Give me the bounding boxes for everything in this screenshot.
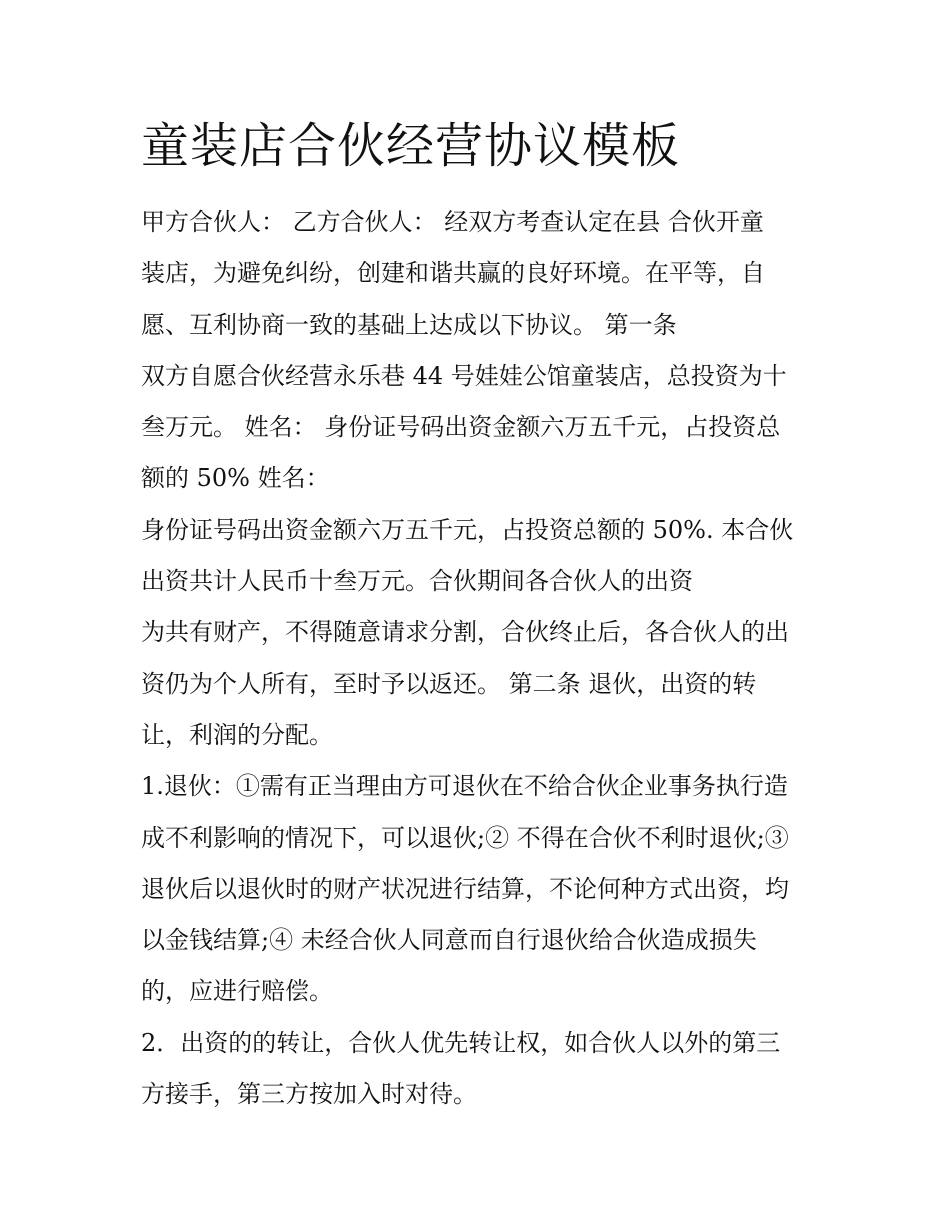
- document-body: [141, 197, 831, 1120]
- text-line: 叁万元。 姓名： 身份证号码出资金额六万五千元，占投资总: [141, 413, 781, 442]
- text-line: 成不利影响的情况下，可以退伙;② 不得在合伙不利时退伙;③: [141, 823, 789, 852]
- text-line: 双方自愿合伙经营永乐巷 44 号娃娃公馆童装店，总投资为十: [141, 361, 787, 390]
- text-line: 方接手，第三方按加入时对待。: [141, 1080, 477, 1109]
- text-line: 以金钱结算;④ 未经合伙人同意而自行退伙给合伙造成损失: [141, 926, 757, 955]
- text-line: 2．出资的的转让，合伙人优先转让权，如合伙人以外的第三: [141, 1028, 781, 1057]
- text-line: 的，应进行赔偿。: [141, 977, 333, 1006]
- text-line: 出资共计人民币十叁万元。合伙期间各合伙人的出资: [141, 567, 693, 596]
- text-line: 让，利润的分配。: [141, 720, 333, 749]
- text-line: 愿、互利协商一致的基础上达成以下协议。 第一条: [141, 310, 677, 339]
- text-line: 身份证号码出资金额六万五千元，占投资总额的 50%. 本合伙: [141, 515, 794, 544]
- text-line: 资仍为个人所有，至时予以返还。 第二条 退伙，出资的转: [141, 669, 757, 698]
- text-line: 装店，为避免纠纷，创建和谐共赢的良好环境。在平等，自: [141, 259, 765, 288]
- text-line: 1.退伙：①需有正当理由方可退伙在不给合伙企业事务执行造: [141, 772, 788, 801]
- document-title: 童装店合伙经营协议模板: [141, 118, 681, 174]
- text-line: 为共有财产，不得随意请求分割，合伙终止后，各合伙人的出: [141, 618, 789, 647]
- text-line: 额的 50% 姓名：: [141, 464, 330, 493]
- text-line: 甲方合伙人： 乙方合伙人： 经双方考查认定在县 合伙开童: [141, 208, 764, 236]
- text-line: 退伙后以退伙时的财产状况进行结算，不论何种方式出资，均: [141, 874, 789, 903]
